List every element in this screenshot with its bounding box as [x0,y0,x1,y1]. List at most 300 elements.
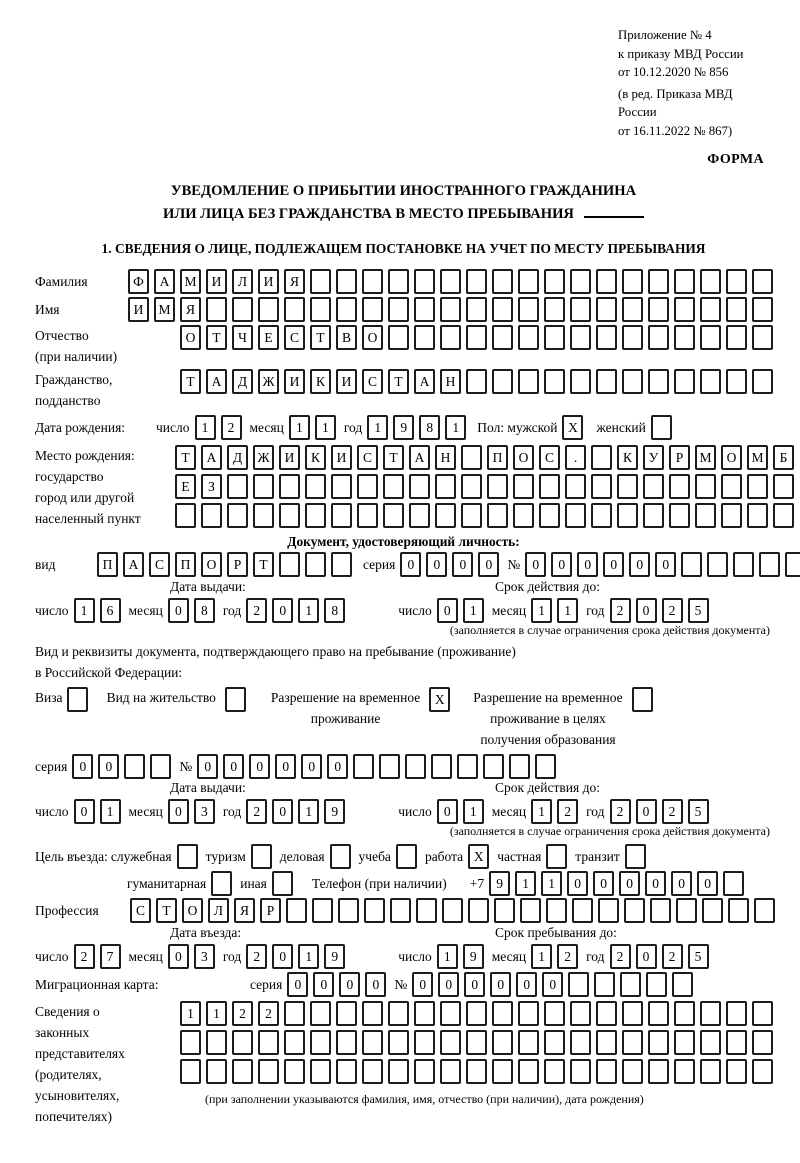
char-cell[interactable]: Ч [232,325,253,350]
char-cell[interactable]: Н [440,369,461,394]
char-cell[interactable] [336,1059,357,1084]
char-cell[interactable]: И [258,269,279,294]
char-cell[interactable]: И [128,297,149,322]
char-cell[interactable] [568,972,589,997]
char-cell[interactable]: А [206,369,227,394]
char-cell[interactable] [414,1001,435,1026]
char-cell[interactable] [175,503,196,528]
char-cell[interactable]: Т [383,445,404,470]
char-cell[interactable]: 2 [246,799,267,824]
identity-doc-vid-cells[interactable] [97,552,357,577]
char-cell[interactable]: 0 [275,754,296,779]
char-cell[interactable]: 2 [610,944,631,969]
identity-doc-series-cells[interactable] [400,552,504,577]
char-cell[interactable]: 0 [636,598,657,623]
char-cell[interactable] [258,1059,279,1084]
char-cell[interactable] [466,269,487,294]
char-cell[interactable]: 0 [567,871,588,896]
char-cell[interactable] [681,552,702,577]
char-cell[interactable] [492,1030,513,1055]
char-cell[interactable] [518,269,539,294]
char-cell[interactable] [535,754,556,779]
char-cell[interactable] [258,297,279,322]
char-cell[interactable] [747,503,768,528]
identity-issue-day-cells[interactable] [74,598,126,623]
char-cell[interactable] [598,898,619,923]
char-cell[interactable]: 1 [289,415,310,440]
char-cell[interactable] [518,325,539,350]
char-cell[interactable] [773,503,794,528]
char-cell[interactable] [461,503,482,528]
char-cell[interactable]: 1 [100,799,121,824]
char-cell[interactable]: 1 [195,415,216,440]
char-cell[interactable]: 1 [515,871,536,896]
char-cell[interactable]: М [180,269,201,294]
char-cell[interactable] [414,325,435,350]
identity-valid-month-cells[interactable] [531,598,583,623]
char-cell[interactable] [336,1001,357,1026]
char-cell[interactable]: 0 [437,598,458,623]
char-cell[interactable] [440,325,461,350]
char-cell[interactable]: 2 [662,598,683,623]
char-cell[interactable] [726,325,747,350]
char-cell[interactable] [752,297,773,322]
char-cell[interactable]: Ф [128,269,149,294]
char-cell[interactable]: 9 [463,944,484,969]
char-cell[interactable] [440,297,461,322]
char-cell[interactable]: X [429,687,450,712]
char-cell[interactable] [396,844,417,869]
char-cell[interactable]: 1 [445,415,466,440]
residence-valid-month-cells[interactable] [531,799,583,824]
char-cell[interactable]: 1 [531,944,552,969]
char-cell[interactable]: 0 [525,552,546,577]
residence-valid-day-cells[interactable] [437,799,489,824]
char-cell[interactable]: М [747,445,768,470]
char-cell[interactable] [752,269,773,294]
char-cell[interactable]: X [562,415,583,440]
char-cell[interactable] [648,1059,669,1084]
char-cell[interactable]: 8 [194,598,215,623]
char-cell[interactable]: К [310,369,331,394]
char-cell[interactable] [258,1030,279,1055]
char-cell[interactable]: 0 [655,552,676,577]
char-cell[interactable]: 1 [437,944,458,969]
char-cell[interactable] [383,503,404,528]
char-cell[interactable] [440,269,461,294]
char-cell[interactable] [232,1030,253,1055]
char-cell[interactable] [648,1030,669,1055]
char-cell[interactable] [468,898,489,923]
char-cell[interactable]: 1 [74,598,95,623]
char-cell[interactable] [539,503,560,528]
char-cell[interactable]: 9 [489,871,510,896]
char-cell[interactable]: О [721,445,742,470]
char-cell[interactable] [544,1059,565,1084]
char-cell[interactable] [570,369,591,394]
char-cell[interactable] [409,503,430,528]
char-cell[interactable] [570,297,591,322]
char-cell[interactable] [124,754,145,779]
char-cell[interactable] [643,474,664,499]
char-cell[interactable] [648,325,669,350]
char-cell[interactable]: 0 [339,972,360,997]
char-cell[interactable] [284,1001,305,1026]
char-cell[interactable] [312,898,333,923]
char-cell[interactable] [622,1001,643,1026]
char-cell[interactable]: Л [232,269,253,294]
patronymic-cells[interactable] [180,325,778,350]
char-cell[interactable] [674,1030,695,1055]
char-cell[interactable] [752,1059,773,1084]
char-cell[interactable]: 9 [393,415,414,440]
char-cell[interactable]: 1 [531,598,552,623]
residence-number-cells[interactable] [197,754,561,779]
char-cell[interactable] [622,1030,643,1055]
char-cell[interactable]: 2 [246,944,267,969]
entry-year-cells[interactable] [246,944,350,969]
char-cell[interactable]: 0 [490,972,511,997]
char-cell[interactable]: И [284,369,305,394]
char-cell[interactable] [591,445,612,470]
char-cell[interactable] [565,503,586,528]
char-cell[interactable]: С [357,445,378,470]
residence-issue-month-cells[interactable] [168,799,220,824]
char-cell[interactable] [752,1001,773,1026]
char-cell[interactable]: П [175,552,196,577]
char-cell[interactable] [648,369,669,394]
char-cell[interactable]: 7 [100,944,121,969]
char-cell[interactable] [733,552,754,577]
purpose-work-checkbox[interactable] [468,844,494,869]
char-cell[interactable]: 0 [313,972,334,997]
char-cell[interactable]: А [154,269,175,294]
char-cell[interactable] [570,325,591,350]
char-cell[interactable]: 1 [298,799,319,824]
char-cell[interactable] [650,898,671,923]
char-cell[interactable] [483,754,504,779]
char-cell[interactable] [284,1030,305,1055]
char-cell[interactable]: И [206,269,227,294]
char-cell[interactable] [513,474,534,499]
char-cell[interactable]: 0 [72,754,93,779]
char-cell[interactable] [388,1001,409,1026]
char-cell[interactable] [305,552,326,577]
char-cell[interactable]: 1 [541,871,562,896]
char-cell[interactable]: 0 [168,799,189,824]
char-cell[interactable] [286,898,307,923]
char-cell[interactable] [461,474,482,499]
char-cell[interactable]: Ж [253,445,274,470]
char-cell[interactable] [492,1001,513,1026]
char-cell[interactable] [253,474,274,499]
char-cell[interactable]: 1 [315,415,336,440]
char-cell[interactable] [435,474,456,499]
char-cell[interactable] [336,269,357,294]
char-cell[interactable]: 0 [636,799,657,824]
char-cell[interactable] [752,369,773,394]
char-cell[interactable]: 9 [324,944,345,969]
char-cell[interactable] [513,503,534,528]
char-cell[interactable] [674,369,695,394]
char-cell[interactable]: 0 [400,552,421,577]
char-cell[interactable]: 2 [662,944,683,969]
char-cell[interactable] [726,1030,747,1055]
birthdate-day-cells[interactable] [195,415,247,440]
char-cell[interactable] [405,754,426,779]
char-cell[interactable] [773,474,794,499]
char-cell[interactable] [721,503,742,528]
char-cell[interactable] [674,269,695,294]
char-cell[interactable]: 0 [603,552,624,577]
char-cell[interactable] [648,269,669,294]
char-cell[interactable]: 0 [365,972,386,997]
char-cell[interactable] [388,1059,409,1084]
char-cell[interactable]: 2 [246,598,267,623]
char-cell[interactable]: 1 [463,598,484,623]
char-cell[interactable] [622,1059,643,1084]
char-cell[interactable] [279,503,300,528]
char-cell[interactable] [492,325,513,350]
residence-permit-checkbox[interactable] [225,687,251,712]
char-cell[interactable] [388,325,409,350]
char-cell[interactable] [544,1001,565,1026]
char-cell[interactable] [546,844,567,869]
char-cell[interactable] [596,297,617,322]
char-cell[interactable]: 0 [542,972,563,997]
char-cell[interactable] [388,269,409,294]
char-cell[interactable]: Я [234,898,255,923]
char-cell[interactable]: 0 [272,799,293,824]
char-cell[interactable]: 8 [419,415,440,440]
char-cell[interactable]: 0 [98,754,119,779]
char-cell[interactable] [331,503,352,528]
char-cell[interactable] [414,1030,435,1055]
migration-number-cells[interactable] [412,972,698,997]
char-cell[interactable] [331,474,352,499]
char-cell[interactable] [622,325,643,350]
char-cell[interactable] [674,1059,695,1084]
char-cell[interactable]: И [336,369,357,394]
char-cell[interactable] [310,269,331,294]
char-cell[interactable]: З [201,474,222,499]
residence-issue-year-cells[interactable] [246,799,350,824]
char-cell[interactable] [544,269,565,294]
char-cell[interactable] [362,1001,383,1026]
char-cell[interactable] [494,898,515,923]
char-cell[interactable] [466,1030,487,1055]
char-cell[interactable] [674,325,695,350]
char-cell[interactable]: 0 [464,972,485,997]
char-cell[interactable] [700,297,721,322]
char-cell[interactable]: Ж [258,369,279,394]
char-cell[interactable] [330,844,351,869]
char-cell[interactable] [518,297,539,322]
char-cell[interactable] [752,1030,773,1055]
char-cell[interactable] [723,871,744,896]
representatives-row1-cells[interactable] [180,1001,778,1026]
char-cell[interactable] [305,474,326,499]
char-cell[interactable] [570,269,591,294]
char-cell[interactable]: Р [669,445,690,470]
purpose-tourism-checkbox[interactable] [251,844,277,869]
char-cell[interactable]: 1 [531,799,552,824]
char-cell[interactable] [284,1059,305,1084]
char-cell[interactable]: 2 [610,598,631,623]
char-cell[interactable] [357,474,378,499]
char-cell[interactable] [596,325,617,350]
char-cell[interactable]: О [513,445,534,470]
char-cell[interactable] [728,898,749,923]
char-cell[interactable] [435,503,456,528]
char-cell[interactable] [362,297,383,322]
char-cell[interactable]: С [362,369,383,394]
char-cell[interactable] [150,754,171,779]
char-cell[interactable] [414,1059,435,1084]
char-cell[interactable] [272,871,293,896]
char-cell[interactable] [747,474,768,499]
char-cell[interactable] [726,369,747,394]
birthplace-row2-cells[interactable] [175,474,799,499]
char-cell[interactable] [594,972,615,997]
char-cell[interactable] [544,297,565,322]
char-cell[interactable]: Е [258,325,279,350]
char-cell[interactable] [539,474,560,499]
char-cell[interactable]: 0 [168,944,189,969]
char-cell[interactable]: 0 [412,972,433,997]
char-cell[interactable]: 9 [324,799,345,824]
identity-doc-number-cells[interactable] [525,552,800,577]
char-cell[interactable]: 2 [557,944,578,969]
char-cell[interactable]: В [336,325,357,350]
char-cell[interactable]: Б [773,445,794,470]
char-cell[interactable]: 0 [272,944,293,969]
char-cell[interactable]: 0 [301,754,322,779]
char-cell[interactable]: 0 [223,754,244,779]
char-cell[interactable] [726,297,747,322]
char-cell[interactable] [431,754,452,779]
char-cell[interactable]: Т [253,552,274,577]
char-cell[interactable]: 1 [180,1001,201,1026]
char-cell[interactable]: 5 [688,944,709,969]
purpose-business-checkbox[interactable] [330,844,356,869]
char-cell[interactable] [227,474,248,499]
char-cell[interactable]: Т [206,325,227,350]
entry-day-cells[interactable] [74,944,126,969]
char-cell[interactable] [646,972,667,997]
char-cell[interactable] [591,474,612,499]
char-cell[interactable] [759,552,780,577]
phone-cells[interactable] [489,871,749,896]
char-cell[interactable]: М [154,297,175,322]
char-cell[interactable] [669,503,690,528]
char-cell[interactable]: X [468,844,489,869]
char-cell[interactable] [177,844,198,869]
char-cell[interactable]: 1 [463,799,484,824]
stay-year-cells[interactable] [610,944,714,969]
char-cell[interactable] [643,503,664,528]
char-cell[interactable]: Р [260,898,281,923]
char-cell[interactable] [336,1030,357,1055]
char-cell[interactable] [700,325,721,350]
char-cell[interactable] [622,297,643,322]
char-cell[interactable]: 0 [438,972,459,997]
char-cell[interactable] [492,297,513,322]
purpose-official-checkbox[interactable] [177,844,203,869]
char-cell[interactable] [362,1030,383,1055]
char-cell[interactable] [457,754,478,779]
char-cell[interactable] [388,1030,409,1055]
char-cell[interactable] [461,445,482,470]
char-cell[interactable]: У [643,445,664,470]
char-cell[interactable]: Я [284,269,305,294]
identity-issue-year-cells[interactable] [246,598,350,623]
char-cell[interactable] [232,297,253,322]
char-cell[interactable] [442,898,463,923]
char-cell[interactable]: Т [175,445,196,470]
char-cell[interactable] [440,1030,461,1055]
char-cell[interactable]: 1 [206,1001,227,1026]
char-cell[interactable] [518,1059,539,1084]
char-cell[interactable]: Е [175,474,196,499]
char-cell[interactable]: А [409,445,430,470]
char-cell[interactable]: 1 [557,598,578,623]
surname-cells[interactable] [128,269,778,294]
char-cell[interactable] [674,297,695,322]
char-cell[interactable] [596,1001,617,1026]
char-cell[interactable] [284,297,305,322]
char-cell[interactable]: 0 [645,871,666,896]
char-cell[interactable] [546,898,567,923]
char-cell[interactable] [572,898,593,923]
char-cell[interactable]: 5 [688,799,709,824]
birthplace-row3-cells[interactable] [175,503,799,528]
char-cell[interactable] [726,1001,747,1026]
char-cell[interactable] [622,269,643,294]
char-cell[interactable] [279,552,300,577]
purpose-study-checkbox[interactable] [396,844,422,869]
char-cell[interactable]: 8 [324,598,345,623]
char-cell[interactable] [518,369,539,394]
char-cell[interactable]: 0 [629,552,650,577]
char-cell[interactable] [416,898,437,923]
char-cell[interactable]: 0 [272,598,293,623]
char-cell[interactable]: Л [208,898,229,923]
char-cell[interactable] [700,1059,721,1084]
char-cell[interactable]: 6 [100,598,121,623]
char-cell[interactable] [591,503,612,528]
char-cell[interactable]: О [180,325,201,350]
char-cell[interactable] [672,972,693,997]
char-cell[interactable]: Н [435,445,456,470]
residence-issue-day-cells[interactable] [74,799,126,824]
char-cell[interactable] [695,503,716,528]
purpose-other-checkbox[interactable] [272,871,298,896]
char-cell[interactable]: К [617,445,638,470]
char-cell[interactable]: А [414,369,435,394]
char-cell[interactable] [487,474,508,499]
char-cell[interactable]: Д [232,369,253,394]
char-cell[interactable]: П [487,445,508,470]
char-cell[interactable] [253,503,274,528]
char-cell[interactable] [752,325,773,350]
char-cell[interactable] [596,1030,617,1055]
char-cell[interactable] [362,269,383,294]
char-cell[interactable] [596,369,617,394]
char-cell[interactable] [310,1030,331,1055]
char-cell[interactable]: 5 [688,598,709,623]
char-cell[interactable] [754,898,775,923]
